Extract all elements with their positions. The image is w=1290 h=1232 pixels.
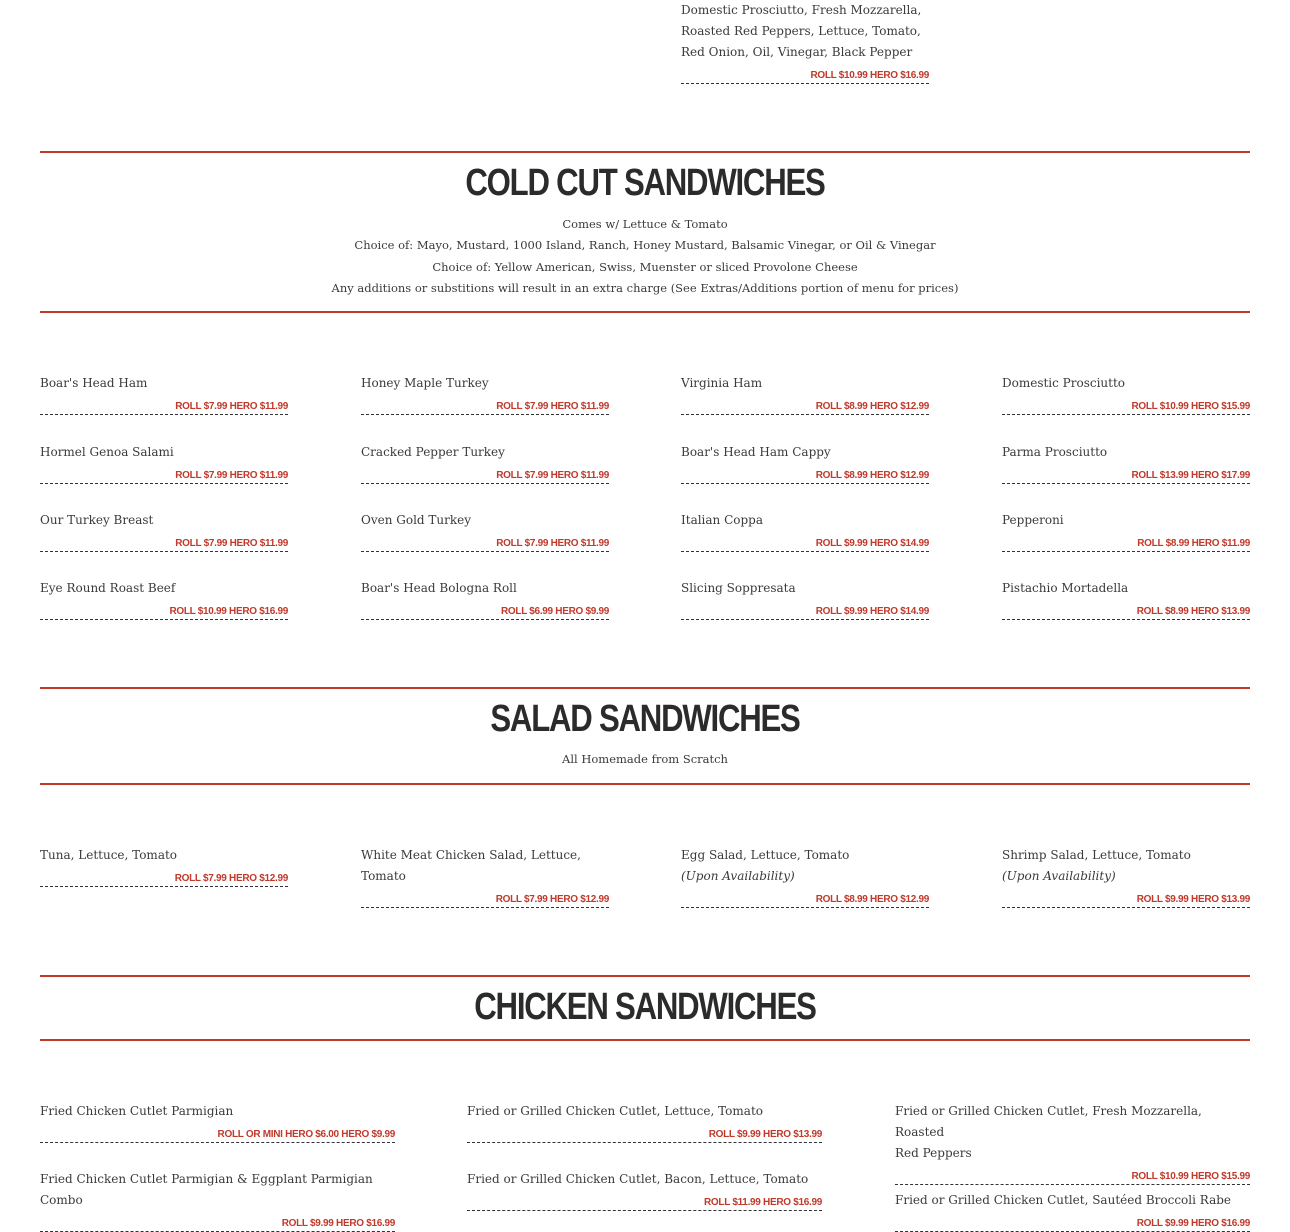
item-price: ROLL $7.99 HERO $11.99 [40,470,288,484]
menu-item: Oven Gold Turkey ROLL $7.99 HERO $11.99 [361,510,609,552]
item-price: ROLL OR MINI HERO $6.00 HERO $9.99 [40,1129,395,1143]
item-price: ROLL $8.99 HERO $11.99 [1002,538,1250,552]
section-divider [40,687,1250,689]
item-price: ROLL $8.99 HERO $12.99 [681,894,929,908]
item-price: ROLL $7.99 HERO $12.99 [40,873,288,887]
item-price: ROLL $8.99 HERO $12.99 [681,401,929,415]
section-divider [40,151,1250,153]
item-desc: Domestic Prosciutto, Fresh Mozzarella, Roasted Red Peppers, Lettuce, Tomato, Red Onion, Oil, Vinegar, Black Pepper [681,3,922,59]
item-price: ROLL $8.99 HERO $13.99 [1002,606,1250,620]
menu-item: Cracked Pepper Turkey ROLL $7.99 HERO $11.99 [361,442,609,484]
availability-note: (Upon Availability) [681,869,795,883]
item-price: ROLL $6.99 HERO $9.99 [361,606,609,620]
item-price: ROLL $7.99 HERO $12.99 [361,894,609,908]
item-price: ROLL $7.99 HERO $11.99 [361,538,609,552]
section-divider [40,311,1250,313]
menu-item: Fried Chicken Cutlet Parmigian ROLL OR MINI HERO $6.00 HERO $9.99 [40,1101,395,1143]
section-divider [40,1039,1250,1041]
item-price: ROLL $10.99 HERO $15.99 [1002,401,1250,415]
item-price: ROLL $9.99 HERO $13.99 [467,1129,822,1143]
menu-item: Our Turkey Breast ROLL $7.99 HERO $11.99 [40,510,288,552]
item-price: ROLL $10.99 HERO $16.99 [681,70,929,84]
menu-item: Boar's Head Bologna Roll ROLL $6.99 HERO $9.99 [361,578,609,620]
menu-item: Italian Coppa ROLL $9.99 HERO $14.99 [681,510,929,552]
item-price: ROLL $7.99 HERO $11.99 [361,401,609,415]
menu-item: Honey Maple Turkey ROLL $7.99 HERO $11.99 [361,373,609,415]
item-price: ROLL $11.99 HERO $16.99 [467,1197,822,1211]
item-price: ROLL $8.99 HERO $12.99 [681,470,929,484]
section-divider [40,783,1250,785]
item-price: ROLL $9.99 HERO $14.99 [681,606,929,620]
menu-item: Parma Prosciutto ROLL $13.99 HERO $17.99 [1002,442,1250,484]
section-subtitle-salad: All Homemade from Scratch [562,752,728,766]
menu-item: Tuna, Lettuce, Tomato ROLL $7.99 HERO $12.99 [40,845,288,887]
menu-item: Pepperoni ROLL $8.99 HERO $11.99 [1002,510,1250,552]
section-divider [40,975,1250,977]
menu-item: Virginia Ham ROLL $8.99 HERO $12.99 [681,373,929,415]
section-title-salad: SALAD SANDWICHES [490,698,800,740]
item-price: ROLL $9.99 HERO $16.99 [895,1218,1250,1232]
menu-item: Egg Salad, Lettuce, Tomato (Upon Availability) ROLL $8.99 HERO $12.99 [681,845,929,908]
availability-note: (Upon Availability) [1002,869,1116,883]
item-price: ROLL $9.99 HERO $14.99 [681,538,929,552]
menu-item: Pistachio Mortadella ROLL $8.99 HERO $13.99 [1002,578,1250,620]
menu-item: Fried or Grilled Chicken Cutlet, Bacon, Lettuce, Tomato ROLL $11.99 HERO $16.99 [467,1169,822,1211]
menu-item: Fried or Grilled Chicken Cutlet, Fresh Mozzarella, Roasted Red Peppers ROLL $10.99 HERO $15.99 [895,1101,1250,1185]
menu-item: Fried or Grilled Chicken Cutlet, Sautéed Broccoli Rabe ROLL $9.99 HERO $16.99 [895,1190,1250,1232]
item-price: ROLL $10.99 HERO $16.99 [40,606,288,620]
menu-item: Fried Chicken Cutlet Parmigian & Eggplant Parmigian Combo ROLL $9.99 HERO $16.99 [40,1169,395,1232]
menu-item: White Meat Chicken Salad, Lettuce, Tomato ROLL $7.99 HERO $12.99 [361,845,609,908]
menu-item-prosciutto-mozzarella [681,0,929,84]
item-price: ROLL $10.99 HERO $15.99 [895,1171,1250,1185]
menu-item: Fried or Grilled Chicken Cutlet, Lettuce, Tomato ROLL $9.99 HERO $13.99 [467,1101,822,1143]
section-subtitle-cold-cut: Comes w/ Lettuce & Tomato Choice of: Mayo, Mustard, 1000 Island, Ranch, Honey Mustard, Balsamic Vinegar, or Oil & Vinegar Choice of: Yellow American, Swiss, Muenster or sliced Provolone Cheese Any additions or substitions will result in an extra charge (See Extras/Additions portion of menu for prices) [331,217,959,295]
item-price: ROLL $9.99 HERO $13.99 [1002,894,1250,908]
item-price: ROLL $7.99 HERO $11.99 [361,470,609,484]
item-price: ROLL $7.99 HERO $11.99 [40,538,288,552]
item-price: ROLL $7.99 HERO $11.99 [40,401,288,415]
menu-item: Domestic Prosciutto ROLL $10.99 HERO $15.99 [1002,373,1250,415]
menu-item: Shrimp Salad, Lettuce, Tomato (Upon Availability) ROLL $9.99 HERO $13.99 [1002,845,1250,908]
item-price: ROLL $13.99 HERO $17.99 [1002,470,1250,484]
menu-item: Eye Round Roast Beef ROLL $10.99 HERO $16.99 [40,578,288,620]
section-title-cold-cut: COLD CUT SANDWICHES [465,162,825,204]
menu-item: Hormel Genoa Salami ROLL $7.99 HERO $11.99 [40,442,288,484]
item-price: ROLL $9.99 HERO $16.99 [40,1218,395,1232]
menu-item: Boar's Head Ham ROLL $7.99 HERO $11.99 [40,373,288,415]
menu-item: Boar's Head Ham Cappy ROLL $8.99 HERO $12.99 [681,442,929,484]
section-title-chicken: CHICKEN SANDWICHES [474,986,816,1028]
menu-item: Slicing Soppresata ROLL $9.99 HERO $14.99 [681,578,929,620]
